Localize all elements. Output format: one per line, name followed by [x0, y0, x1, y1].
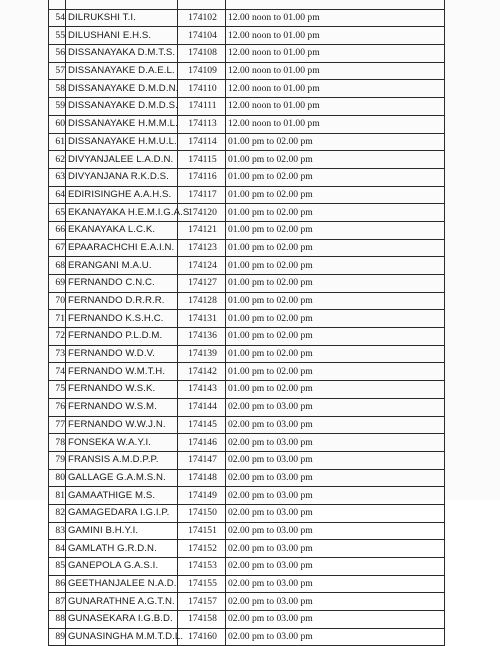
time-slot: 12.00 noon to 01.00 pm	[226, 62, 445, 80]
student-id: 174152	[178, 540, 226, 558]
row-number: 58	[49, 80, 66, 98]
student-id: 174115	[178, 151, 226, 169]
time-slot: 12.00 noon to 01.00 pm	[226, 9, 445, 27]
student-name: GAMAGEDARA I.G.I.P.	[66, 504, 178, 522]
student-id: 174144	[178, 398, 226, 416]
time-slot: 02.00 pm to 03.00 pm	[226, 522, 445, 540]
row-number	[49, 0, 66, 9]
table-row	[49, 398, 445, 416]
time-slot: 02.00 pm to 03.00 pm	[226, 434, 445, 452]
student-name: FERNANDO W.W.J.N.	[66, 416, 178, 434]
student-name: DILUSHANI E.H.S.	[66, 27, 178, 45]
student-id: 174150	[178, 504, 226, 522]
time-slot: 01.00 pm to 02.00 pm	[226, 363, 445, 381]
row-number: 75	[49, 381, 66, 399]
table-row	[49, 593, 445, 611]
student-id: 174139	[178, 345, 226, 363]
student-name: GUNASINGHA M.M.T.D.L.	[66, 628, 178, 646]
student-id: 174109	[178, 62, 226, 80]
table-row	[49, 487, 445, 505]
student-name: DILRUKSHI T.I.	[66, 9, 178, 27]
student-id: 174145	[178, 416, 226, 434]
row-number: 81	[49, 487, 66, 505]
table-row	[49, 611, 445, 629]
student-id: 174160	[178, 628, 226, 646]
time-slot: 12.00 noon to 01.00 pm	[226, 98, 445, 116]
student-name: GAMAATHIGE M.S.	[66, 487, 178, 505]
student-name: DISSANAYAKE D.A.E.L.	[66, 62, 178, 80]
row-number: 76	[49, 398, 66, 416]
student-id: 174104	[178, 27, 226, 45]
row-number: 87	[49, 593, 66, 611]
table-row	[49, 275, 445, 293]
student-name	[66, 0, 178, 9]
student-id: 174143	[178, 381, 226, 399]
row-number: 86	[49, 575, 66, 593]
student-name: GANEPOLA G.A.S.I.	[66, 558, 178, 576]
student-name: DIVYANJALEE L.A.D.N.	[66, 151, 178, 169]
time-slot: 02.00 pm to 03.00 pm	[226, 451, 445, 469]
row-number: 71	[49, 310, 66, 328]
student-name: EKANAYAKA L.C.K.	[66, 221, 178, 239]
row-number: 80	[49, 469, 66, 487]
row-number: 68	[49, 257, 66, 275]
row-number: 89	[49, 628, 66, 646]
table-row	[49, 186, 445, 204]
student-id: 174146	[178, 434, 226, 452]
time-slot: 02.00 pm to 03.00 pm	[226, 593, 445, 611]
student-id: 174111	[178, 98, 226, 116]
student-id: 174102	[178, 9, 226, 27]
table-row	[49, 575, 445, 593]
table-row	[49, 363, 445, 381]
row-number: 74	[49, 363, 66, 381]
table-row	[49, 416, 445, 434]
student-name: DIVYANJANA R.K.D.S.	[66, 168, 178, 186]
time-slot: 01.00 pm to 02.00 pm	[226, 257, 445, 275]
student-name: DISSANAYAKE H.M.M.L.	[66, 115, 178, 133]
student-id: 174148	[178, 469, 226, 487]
student-id: 174110	[178, 80, 226, 98]
table-row	[49, 504, 445, 522]
row-number: 55	[49, 27, 66, 45]
row-number: 62	[49, 151, 66, 169]
time-slot: 02.00 pm to 03.00 pm	[226, 628, 445, 646]
student-name: EPAARACHCHI E.A.I.N.	[66, 239, 178, 257]
row-number: 60	[49, 115, 66, 133]
table-row	[49, 168, 445, 186]
time-slot: 01.00 pm to 02.00 pm	[226, 151, 445, 169]
table-row	[49, 469, 445, 487]
table-row	[49, 151, 445, 169]
table-row	[49, 0, 445, 9]
student-id: 174128	[178, 292, 226, 310]
time-slot: 01.00 pm to 02.00 pm	[226, 186, 445, 204]
time-slot: 01.00 pm to 02.00 pm	[226, 292, 445, 310]
time-slot: 01.00 pm to 02.00 pm	[226, 221, 445, 239]
row-number: 77	[49, 416, 66, 434]
student-name: GUNASEKARA I.G.B.D.	[66, 611, 178, 629]
time-slot: 12.00 noon to 01.00 pm	[226, 27, 445, 45]
student-name: ERANGANI M.A.U.	[66, 257, 178, 275]
row-number: 56	[49, 45, 66, 63]
time-slot: 02.00 pm to 03.00 pm	[226, 558, 445, 576]
time-slot: 12.00 noon to 01.00 pm	[226, 45, 445, 63]
student-id: 174120	[178, 204, 226, 222]
student-name: FERNANDO P.L.D.M.	[66, 328, 178, 346]
student-name: GUNARATHNE A.G.T.N.	[66, 593, 178, 611]
table-row	[49, 98, 445, 116]
student-id: 174124	[178, 257, 226, 275]
table-row	[49, 628, 445, 646]
student-name: GAMINI B.H.Y.I.	[66, 522, 178, 540]
row-number: 73	[49, 345, 66, 363]
time-slot: 01.00 pm to 02.00 pm	[226, 168, 445, 186]
student-id: 174157	[178, 593, 226, 611]
row-number: 84	[49, 540, 66, 558]
time-slot: 01.00 pm to 02.00 pm	[226, 275, 445, 293]
student-name: DISSANAYAKE D.M.D.N.	[66, 80, 178, 98]
row-number: 66	[49, 221, 66, 239]
table-row	[49, 45, 445, 63]
time-slot: 01.00 pm to 02.00 pm	[226, 328, 445, 346]
student-id: 174113	[178, 115, 226, 133]
table-row	[49, 239, 445, 257]
student-id: 174136	[178, 328, 226, 346]
row-number: 70	[49, 292, 66, 310]
student-id: 174116	[178, 168, 226, 186]
student-id	[178, 0, 226, 9]
time-slot: 02.00 pm to 03.00 pm	[226, 504, 445, 522]
student-id: 174117	[178, 186, 226, 204]
row-number: 63	[49, 168, 66, 186]
student-name: FERNANDO D.R.R.R.	[66, 292, 178, 310]
row-number: 64	[49, 186, 66, 204]
row-number: 88	[49, 611, 66, 629]
table-row	[49, 451, 445, 469]
time-slot: 02.00 pm to 03.00 pm	[226, 575, 445, 593]
student-name: FRANSIS A.M.D.P.P.	[66, 451, 178, 469]
table-row	[49, 328, 445, 346]
student-name: GAMLATH G.R.D.N.	[66, 540, 178, 558]
student-name: FERNANDO W.S.M.	[66, 398, 178, 416]
student-id: 174131	[178, 310, 226, 328]
time-slot: 01.00 pm to 02.00 pm	[226, 381, 445, 399]
row-number: 69	[49, 275, 66, 293]
student-id: 174114	[178, 133, 226, 151]
table-row	[49, 115, 445, 133]
table-row	[49, 381, 445, 399]
table-row	[49, 540, 445, 558]
table-row	[49, 9, 445, 27]
row-number: 57	[49, 62, 66, 80]
student-name: DISSANAYAKE D.M.D.S.	[66, 98, 178, 116]
row-number: 79	[49, 451, 66, 469]
student-name: GALLAGE G.A.M.S.N.	[66, 469, 178, 487]
student-id: 174153	[178, 558, 226, 576]
student-name: DISSANAYAKE H.M.U.L.	[66, 133, 178, 151]
student-name: FERNANDO W.D.V.	[66, 345, 178, 363]
table-row	[49, 133, 445, 151]
table-row	[49, 27, 445, 45]
table-row	[49, 221, 445, 239]
time-slot: 02.00 pm to 03.00 pm	[226, 416, 445, 434]
row-number: 78	[49, 434, 66, 452]
student-name: FERNANDO W.M.T.H.	[66, 363, 178, 381]
student-id: 174149	[178, 487, 226, 505]
student-id: 174151	[178, 522, 226, 540]
row-number: 67	[49, 239, 66, 257]
student-id: 174147	[178, 451, 226, 469]
table-row	[49, 62, 445, 80]
student-name: FONSEKA W.A.Y.I.	[66, 434, 178, 452]
row-number: 85	[49, 558, 66, 576]
time-slot	[226, 0, 445, 9]
student-id: 174142	[178, 363, 226, 381]
row-number: 61	[49, 133, 66, 151]
student-id: 174127	[178, 275, 226, 293]
table-row	[49, 434, 445, 452]
row-number: 82	[49, 504, 66, 522]
time-slot: 01.00 pm to 02.00 pm	[226, 310, 445, 328]
student-name: FERNANDO K.S.H.C.	[66, 310, 178, 328]
table-row	[49, 80, 445, 98]
time-slot: 12.00 noon to 01.00 pm	[226, 80, 445, 98]
time-slot: 02.00 pm to 03.00 pm	[226, 398, 445, 416]
student-name: FERNANDO C.N.C.	[66, 275, 178, 293]
student-id: 174158	[178, 611, 226, 629]
student-id: 174121	[178, 221, 226, 239]
student-name: FERNANDO W.S.K.	[66, 381, 178, 399]
table-row	[49, 310, 445, 328]
row-number: 72	[49, 328, 66, 346]
time-slot: 01.00 pm to 02.00 pm	[226, 239, 445, 257]
student-name: DISSANAYAKA D.M.T.S.	[66, 45, 178, 63]
table-row	[49, 345, 445, 363]
student-id: 174123	[178, 239, 226, 257]
row-number: 54	[49, 9, 66, 27]
row-number: 65	[49, 204, 66, 222]
row-number: 83	[49, 522, 66, 540]
student-name: EKANAYAKA H.E.M.I.G.A.S.	[66, 204, 178, 222]
time-slot: 01.00 pm to 02.00 pm	[226, 204, 445, 222]
time-slot: 01.00 pm to 02.00 pm	[226, 133, 445, 151]
student-id: 174155	[178, 575, 226, 593]
time-slot: 02.00 pm to 03.00 pm	[226, 487, 445, 505]
student-id: 174108	[178, 45, 226, 63]
time-slot: 12.00 noon to 01.00 pm	[226, 115, 445, 133]
time-slot: 01.00 pm to 02.00 pm	[226, 345, 445, 363]
time-slot-table	[48, 0, 445, 646]
table-row	[49, 292, 445, 310]
table-row	[49, 257, 445, 275]
time-slot: 02.00 pm to 03.00 pm	[226, 611, 445, 629]
student-name: EDIRISINGHE A.A.H.S.	[66, 186, 178, 204]
time-slot: 02.00 pm to 03.00 pm	[226, 469, 445, 487]
table-row	[49, 204, 445, 222]
table-row	[49, 558, 445, 576]
table-body	[49, 0, 445, 646]
table-row	[49, 522, 445, 540]
time-slot: 02.00 pm to 03.00 pm	[226, 540, 445, 558]
student-name: GEETHANJALEE N.A.D.	[66, 575, 178, 593]
row-number: 59	[49, 98, 66, 116]
